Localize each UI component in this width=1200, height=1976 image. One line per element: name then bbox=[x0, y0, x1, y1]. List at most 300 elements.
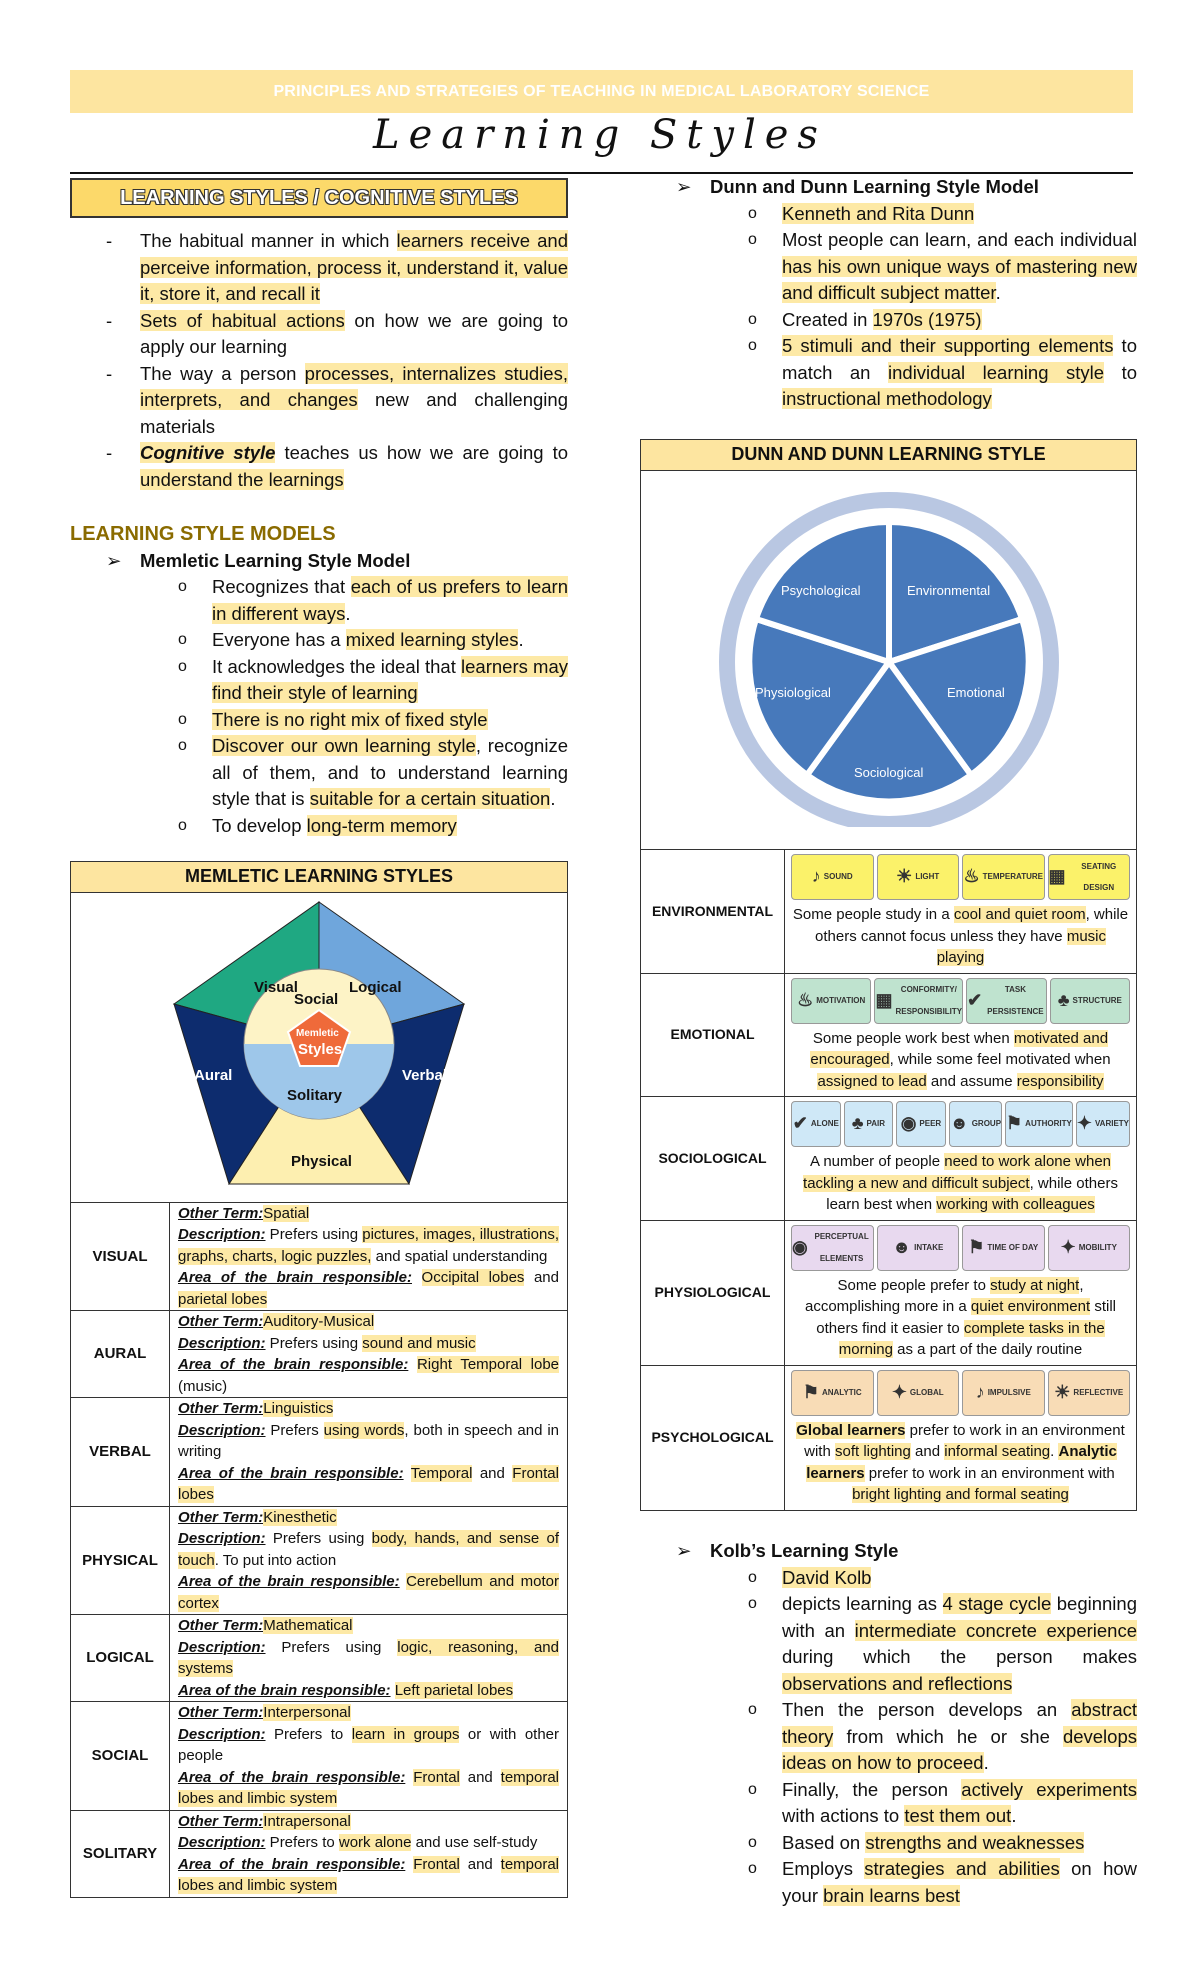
memletic-point-text: To develop bbox=[212, 814, 307, 836]
dunn-point-text: has his own unique ways of mastering new and difficult subject matter bbox=[782, 255, 1137, 303]
cycle-label-sociological: Sociological bbox=[853, 764, 923, 780]
brain-area-value: parietal lobes bbox=[178, 1290, 268, 1308]
description-key: Description: bbox=[178, 1834, 266, 1851]
diagram-center-line2: Styles bbox=[298, 1041, 343, 1058]
element-card bbox=[791, 978, 871, 1024]
element-card bbox=[962, 854, 1045, 900]
dunn-row-text bbox=[791, 1151, 1130, 1216]
description-highlight: pictures, images, illustrations, graphs, charts, logic puzzles, bbox=[178, 1226, 559, 1265]
other-term-key: Other Term: bbox=[178, 1508, 264, 1526]
memletic-row bbox=[71, 1506, 568, 1615]
definition-item bbox=[70, 440, 568, 493]
memletic-point-item bbox=[70, 707, 568, 734]
memletic-point-item bbox=[70, 627, 568, 654]
diagram-label-visual: Visual bbox=[254, 979, 298, 996]
memletic-row bbox=[71, 1311, 568, 1398]
element-card bbox=[1050, 978, 1130, 1024]
memletic-row-label: SOLITARY bbox=[71, 1810, 170, 1897]
brain-area-value: temporal lobes and limbic system bbox=[178, 1768, 560, 1807]
description-highlight: learn in groups bbox=[351, 1725, 460, 1743]
definition-text: Sets of habitual actions bbox=[140, 309, 345, 331]
element-icon-strip bbox=[791, 1370, 1130, 1416]
memletic-point-text: long-term memory bbox=[306, 814, 457, 836]
dunn-point-item bbox=[640, 227, 1137, 307]
dunn-point-text: Created in bbox=[782, 308, 873, 330]
definition-item bbox=[70, 228, 568, 308]
element-icon: ⚑ bbox=[1006, 1113, 1023, 1134]
memletic-point-text: . bbox=[550, 788, 556, 809]
memletic-row bbox=[71, 1810, 568, 1897]
element-label: GLOBAL bbox=[909, 1387, 944, 1397]
dunn-row-content bbox=[785, 973, 1137, 1097]
dunn-row bbox=[641, 1220, 1137, 1365]
element-icon: ✦ bbox=[1060, 1236, 1076, 1257]
element-icon: ⚑ bbox=[802, 1381, 819, 1402]
element-label: SOUND bbox=[823, 872, 853, 882]
dunn-point-text: . bbox=[995, 282, 1001, 303]
memletic-table bbox=[70, 861, 568, 1898]
memletic-diagram-cell bbox=[71, 893, 568, 1203]
memletic-point-text: each of us prefers to learn in different ways bbox=[212, 576, 568, 624]
other-term-key: Other Term: bbox=[178, 1204, 264, 1222]
memletic-row-description bbox=[170, 1810, 568, 1897]
element-icon: ☻ bbox=[892, 1236, 912, 1257]
element-icon: ♣ bbox=[851, 1113, 864, 1134]
element-icon: ▦ bbox=[1048, 866, 1066, 887]
brain-area-key: Area of the brain responsible: bbox=[178, 1681, 391, 1699]
dunn-text-segment: need to work alone when tackling a new and difficult subject bbox=[803, 1153, 1112, 1192]
dunn-text-segment: complete tasks in the morning bbox=[838, 1319, 1105, 1358]
memletic-point-text: suitable for a certain situation bbox=[309, 788, 551, 809]
brain-area-value: Temporal bbox=[410, 1464, 473, 1482]
kolb-point-text: . bbox=[1011, 1805, 1017, 1826]
memletic-row bbox=[71, 1615, 568, 1702]
memletic-point-item bbox=[70, 654, 568, 707]
description-text: Prefers to bbox=[265, 1725, 352, 1743]
description-text: and spatial understanding bbox=[371, 1247, 548, 1265]
element-label: VARIETY bbox=[1094, 1119, 1130, 1129]
element-label: MOBILITY bbox=[1078, 1242, 1117, 1252]
kolb-point-text: develops ideas on how to proceed bbox=[782, 1725, 1137, 1773]
definition-text: understand the learnings bbox=[140, 468, 344, 490]
memletic-point-text: learners may find their style of learning bbox=[212, 655, 568, 703]
kolb-point-text: David Kolb bbox=[782, 1566, 872, 1588]
other-term-key: Other Term: bbox=[178, 1313, 264, 1330]
diagram-label-physical: Physical bbox=[291, 1153, 352, 1170]
description-text: Prefers using bbox=[265, 1334, 363, 1352]
memletic-point-item bbox=[70, 813, 568, 840]
definition-text: teaches us how we are going to bbox=[275, 442, 568, 463]
memletic-row-description bbox=[170, 1398, 568, 1507]
memletic-point-text: . bbox=[345, 602, 351, 624]
memletic-row-label: VERBAL bbox=[71, 1398, 170, 1507]
element-label: LIGHT bbox=[915, 872, 940, 882]
other-term-value: Spatial bbox=[263, 1204, 310, 1222]
dunn-point-text: 5 stimuli and their supporting elements bbox=[782, 335, 1114, 356]
memletic-row-label: AURAL bbox=[71, 1311, 170, 1398]
element-icon: ♣ bbox=[1057, 989, 1070, 1010]
element-icon: ♪ bbox=[811, 866, 821, 887]
brain-area-text: and bbox=[459, 1768, 501, 1786]
dunn-row bbox=[641, 1097, 1137, 1221]
dunn-text-segment: music playing bbox=[936, 927, 1106, 966]
description-key: Description: bbox=[178, 1530, 266, 1547]
dunn-text-segment: Global learners bbox=[796, 1421, 906, 1439]
kolb-point-text: Employs bbox=[782, 1858, 865, 1879]
definition-item bbox=[70, 308, 568, 361]
element-icon: ⚑ bbox=[968, 1236, 985, 1257]
description-text: Prefers bbox=[265, 1421, 324, 1439]
element-card bbox=[877, 1225, 960, 1271]
dunn-point-text: Kenneth and Rita Dunn bbox=[782, 202, 975, 224]
definition-text: Cognitive style bbox=[140, 442, 276, 463]
brain-area-value: Frontal bbox=[413, 1768, 460, 1786]
element-label: STRUCTURE bbox=[1072, 995, 1122, 1005]
right-column bbox=[640, 174, 1137, 413]
dunn-text-segment: , while others cannot focus unless they have bbox=[815, 906, 1129, 945]
spacer bbox=[412, 1269, 422, 1286]
memletic-point-text: , recognize all of them, and to understand learning style that is bbox=[212, 735, 568, 809]
memletic-row-description bbox=[170, 1506, 568, 1615]
element-icon-strip bbox=[791, 854, 1130, 900]
kolb-point-item bbox=[640, 1565, 1137, 1592]
brain-area-key: Area of the brain responsible: bbox=[178, 1768, 406, 1786]
dunn-row bbox=[641, 973, 1137, 1097]
kolb-point-text: strengths and weaknesses bbox=[865, 1831, 1085, 1853]
kolb-point-item bbox=[640, 1697, 1137, 1777]
dunn-text-segment: assigned to lead bbox=[817, 1072, 927, 1090]
dunn-text-segment: Analytic learners bbox=[806, 1443, 1117, 1482]
cycle-label-psychological: Psychological bbox=[780, 582, 860, 598]
element-card bbox=[1076, 1101, 1130, 1147]
dunn-point-item bbox=[640, 333, 1137, 413]
dunn-points bbox=[640, 201, 1137, 413]
other-term-key: Other Term: bbox=[178, 1812, 264, 1830]
diagram-label-solitary: Solitary bbox=[287, 1087, 343, 1104]
element-icon: ☀ bbox=[896, 866, 913, 887]
dunn-text-segment: prefer to work in an environment with bbox=[864, 1464, 1115, 1482]
element-card bbox=[962, 1370, 1045, 1416]
dunn-table-title: DUNN AND DUNN LEARNING STYLE bbox=[641, 440, 1137, 471]
memletic-point-text: Discover our own learning style bbox=[212, 735, 476, 756]
memletic-row bbox=[71, 1702, 568, 1811]
diagram-center-line1: Memletic bbox=[296, 1028, 339, 1039]
definition-text: new and challenging materials bbox=[140, 389, 568, 437]
dunn-text-segment: prefer to work in an environment with bbox=[804, 1421, 1125, 1460]
dunn-text-segment: bright lighting and formal seating bbox=[852, 1486, 1069, 1503]
kolb-point-text: 4 stage cycle bbox=[942, 1593, 1052, 1614]
kolb-point-text: strategies and abilities bbox=[864, 1858, 1060, 1879]
other-term-key: Other Term: bbox=[178, 1704, 264, 1721]
dunn-row bbox=[641, 850, 1137, 974]
memletic-pentagon-diagram bbox=[154, 894, 484, 1194]
brain-area-key: Area of the brain responsible: bbox=[178, 1855, 406, 1873]
memletic-row bbox=[71, 1202, 568, 1311]
description-key: Description: bbox=[178, 1421, 266, 1439]
dunn-text-segment: , accomplishing more in a bbox=[804, 1276, 1084, 1315]
memletic-row-label: VISUAL bbox=[71, 1202, 170, 1311]
dunn-point-text: 1970s (1975) bbox=[872, 308, 982, 330]
element-icon: ✦ bbox=[1076, 1113, 1092, 1134]
kolb-point-item bbox=[640, 1777, 1137, 1830]
element-card bbox=[791, 854, 874, 900]
models-heading: LEARNING STYLE MODELS bbox=[70, 523, 336, 545]
dunn-row-content bbox=[785, 1220, 1137, 1365]
description-text: Prefers to bbox=[265, 1834, 339, 1851]
kolb-point-text: test them out bbox=[904, 1805, 1012, 1826]
definition-list bbox=[70, 228, 568, 493]
element-icon: ✔ bbox=[792, 1113, 808, 1134]
dunn-table bbox=[640, 439, 1137, 1511]
dunn-row-label: ENVIRONMENTAL bbox=[641, 850, 785, 974]
dunn-text-segment: , while others learn best when bbox=[826, 1174, 1118, 1213]
memletic-point-text: . bbox=[518, 629, 524, 650]
dunn-row-text bbox=[791, 1028, 1130, 1093]
brain-area-key: Area of the brain responsible: bbox=[178, 1573, 400, 1590]
description-highlight: using words bbox=[323, 1421, 405, 1439]
dunn-row-text bbox=[791, 1275, 1130, 1361]
description-text: . To put into action bbox=[214, 1551, 337, 1569]
spacer bbox=[408, 1356, 417, 1373]
description-key: Description: bbox=[178, 1334, 266, 1352]
course-banner: PRINCIPLES AND STRATEGIES OF TEACHING IN MEDICAL LABORATORY SCIENCE bbox=[70, 70, 1133, 113]
element-label: TASK PERSISTENCE bbox=[987, 985, 1044, 1016]
kolb-point-text: actively experiments bbox=[961, 1778, 1137, 1800]
definition-text: The habitual manner in which bbox=[140, 230, 397, 251]
element-icon: ☻ bbox=[949, 1113, 969, 1134]
memletic-row bbox=[71, 1398, 568, 1507]
other-term-value: Intrapersonal bbox=[263, 1812, 351, 1830]
kolb-point-item bbox=[640, 1856, 1137, 1909]
memletic-point-text: mixed learning styles bbox=[345, 629, 519, 650]
brain-area-text: and bbox=[459, 1855, 501, 1873]
dunn-text-segment: Some people prefer to bbox=[837, 1276, 991, 1294]
diagram-label-verbal: Verbal bbox=[402, 1067, 448, 1084]
dunn-text-segment: Some people work best when bbox=[812, 1029, 1014, 1047]
memletic-point-text: There is no right mix of fixed style bbox=[212, 708, 488, 730]
dunn-text-segment: A number of people bbox=[809, 1153, 945, 1170]
diagram-label-social: Social bbox=[294, 991, 339, 1008]
description-highlight: logic, reasoning, and systems bbox=[178, 1638, 559, 1677]
dunn-text-segment: . bbox=[1050, 1443, 1059, 1460]
dunn-row-label: EMOTIONAL bbox=[641, 973, 785, 1097]
description-highlight: work alone bbox=[338, 1834, 412, 1851]
element-card bbox=[877, 854, 960, 900]
brain-area-key: Area of the brain responsible: bbox=[178, 1464, 404, 1482]
dunn-text-segment: , while some feel motivated when bbox=[889, 1051, 1111, 1068]
kolb-heading: ➢ Kolb’s Learning Style bbox=[640, 1538, 1137, 1565]
other-term-value: Kinesthetic bbox=[263, 1508, 337, 1526]
memletic-table-title: MEMLETIC LEARNING STYLES bbox=[71, 862, 568, 893]
element-label: SEATING DESIGN bbox=[1081, 861, 1117, 892]
brain-area-value: Frontal lobes bbox=[178, 1464, 559, 1503]
brain-area-value: temporal lobes and limbic system bbox=[178, 1855, 560, 1894]
cycle-label-physiological: Physiological bbox=[754, 684, 831, 700]
element-label: PERCEPTUAL ELEMENTS bbox=[814, 1232, 869, 1263]
memletic-row-label: SOCIAL bbox=[71, 1702, 170, 1811]
dunn-point-item bbox=[640, 307, 1137, 334]
description-text: Prefers using bbox=[265, 1638, 398, 1656]
element-card bbox=[791, 1101, 841, 1147]
other-term-key: Other Term: bbox=[178, 1400, 264, 1417]
dunn-text-segment: responsibility bbox=[1016, 1072, 1104, 1090]
kolb-point-text: Then the person develops an bbox=[782, 1699, 1072, 1720]
brain-area-text: (music) bbox=[178, 1377, 228, 1395]
brain-area-value: Occipital lobes bbox=[421, 1269, 525, 1286]
brain-area-value: Left parietal lobes bbox=[394, 1681, 514, 1699]
element-label: TEMPERATURE bbox=[982, 872, 1043, 882]
description-key: Description: bbox=[178, 1638, 266, 1656]
dunn-row bbox=[641, 1365, 1137, 1510]
element-icon: ◉ bbox=[792, 1236, 808, 1257]
element-label: PAIR bbox=[866, 1119, 886, 1129]
other-term-value: Interpersonal bbox=[263, 1704, 351, 1721]
kolb-point-text: on how your bbox=[782, 1858, 1138, 1906]
dunn-point-text: Most people can learn, and each individual bbox=[782, 229, 1137, 250]
dunn-point-text: to match an bbox=[782, 335, 1137, 383]
element-icon: ▦ bbox=[875, 989, 893, 1010]
memletic-row-description bbox=[170, 1202, 568, 1311]
element-icon: ✔ bbox=[967, 989, 983, 1010]
element-icon-strip bbox=[791, 978, 1130, 1024]
element-card bbox=[1048, 1370, 1131, 1416]
element-label: REFLECTIVE bbox=[1073, 1387, 1124, 1397]
element-icon: ◉ bbox=[900, 1113, 917, 1134]
dunn-text-segment: as a part of the daily routine bbox=[892, 1341, 1083, 1358]
memletic-point-item bbox=[70, 733, 568, 813]
left-column bbox=[70, 178, 568, 839]
dunn-text-segment: Some people study in a bbox=[792, 906, 954, 923]
element-label: TIME OF DAY bbox=[987, 1242, 1039, 1252]
definition-text: on how we are going to apply our learning bbox=[140, 309, 568, 357]
kolb-point-text: with actions to bbox=[782, 1805, 905, 1826]
description-text: , both in speech and in writing bbox=[178, 1421, 559, 1460]
kolb-point-text: beginning with an bbox=[782, 1593, 1137, 1641]
element-icon: ♨ bbox=[797, 989, 814, 1010]
dunn-text-segment: informal seating bbox=[944, 1443, 1051, 1460]
brain-area-text: and bbox=[472, 1464, 513, 1482]
description-highlight: body, hands, and sense of touch bbox=[178, 1530, 559, 1569]
kolb-point-text: . bbox=[983, 1752, 989, 1773]
dunn-text-segment: soft lighting bbox=[834, 1443, 911, 1460]
element-card bbox=[877, 1370, 960, 1416]
brain-area-value: Cerebellum and motor cortex bbox=[178, 1573, 560, 1612]
diagram-label-logical: Logical bbox=[349, 979, 402, 996]
kolb-point-text: brain learns best bbox=[823, 1884, 960, 1906]
description-text: and use self-study bbox=[411, 1834, 538, 1851]
memletic-row-description bbox=[170, 1615, 568, 1702]
brain-area-value: Right Temporal lobe bbox=[416, 1356, 559, 1373]
dunn-text-segment: and bbox=[910, 1443, 945, 1460]
dunn-text-segment: study at night bbox=[990, 1276, 1080, 1294]
element-card bbox=[949, 1101, 1002, 1147]
memletic-point-text: Everyone has a bbox=[212, 629, 346, 650]
element-icon: ☀ bbox=[1054, 1381, 1071, 1402]
element-card bbox=[1005, 1101, 1073, 1147]
element-card bbox=[962, 1225, 1045, 1271]
description-highlight: sound and music bbox=[362, 1334, 476, 1352]
memletic-heading: ➢ Memletic Learning Style Model bbox=[70, 548, 568, 575]
dunn-row-content bbox=[785, 1365, 1137, 1510]
memletic-row-description bbox=[170, 1702, 568, 1811]
element-card bbox=[874, 978, 963, 1024]
dunn-diagram-cell bbox=[641, 471, 1137, 850]
description-text: Prefers using bbox=[265, 1530, 372, 1547]
dunn-text-segment: motivated and encouraged bbox=[810, 1029, 1109, 1068]
page-title: Learning Styles bbox=[373, 112, 827, 158]
dunn-cycle-diagram bbox=[709, 487, 1069, 827]
memletic-row-label: PHYSICAL bbox=[71, 1506, 170, 1615]
element-card bbox=[791, 1370, 874, 1416]
dunn-text-segment: still others find it easier to bbox=[816, 1298, 1116, 1337]
element-card bbox=[1048, 1225, 1131, 1271]
kolb-point-text: observations and reflections bbox=[782, 1672, 1013, 1694]
element-label: ANALYTIC bbox=[821, 1387, 862, 1397]
element-card bbox=[844, 1101, 894, 1147]
dunn-text-segment: cool and quiet room bbox=[953, 906, 1086, 923]
brain-area-key: Area of the brain responsible: bbox=[178, 1269, 412, 1286]
dunn-row-label: SOCIOLOGICAL bbox=[641, 1097, 785, 1221]
element-icon-strip bbox=[791, 1101, 1130, 1147]
cycle-label-environmental: Environmental bbox=[906, 582, 990, 598]
dunn-text-segment: working with colleagues bbox=[936, 1196, 1095, 1213]
brain-area-text: and bbox=[524, 1269, 559, 1286]
diagram-label-aural: Aural bbox=[194, 1067, 233, 1084]
kolb-point-text: depicts learning as bbox=[782, 1593, 943, 1614]
element-label: IMPULSIVE bbox=[987, 1387, 1031, 1397]
brain-area-value: Frontal bbox=[413, 1855, 460, 1873]
element-label: GROUP bbox=[971, 1119, 1002, 1129]
element-label: AUTHORITY bbox=[1025, 1119, 1072, 1129]
memletic-point-text: It acknowledges the ideal that bbox=[212, 655, 462, 677]
brain-area-key: Area of the brain responsible: bbox=[178, 1356, 409, 1373]
dunn-row-label: PHYSIOLOGICAL bbox=[641, 1220, 785, 1365]
dunn-text-segment: and assume bbox=[926, 1072, 1017, 1090]
memletic-row-label: LOGICAL bbox=[71, 1615, 170, 1702]
element-icon-strip bbox=[791, 1225, 1130, 1271]
dunn-row-content bbox=[785, 850, 1137, 974]
memletic-point-item bbox=[70, 574, 568, 627]
element-card bbox=[966, 978, 1046, 1024]
dunn-text-segment: quiet environment bbox=[970, 1298, 1091, 1315]
other-term-key: Other Term: bbox=[178, 1617, 264, 1634]
element-icon: ♪ bbox=[975, 1381, 985, 1402]
cycle-label-emotional: Emotional bbox=[946, 684, 1005, 700]
other-term-value: Mathematical bbox=[263, 1617, 353, 1634]
dunn-heading: ➢ Dunn and Dunn Learning Style Model bbox=[640, 174, 1137, 201]
element-card bbox=[1048, 854, 1131, 900]
kolb-point-text: Based on bbox=[782, 1831, 866, 1853]
dunn-point-text: instructional methodology bbox=[782, 388, 992, 409]
element-label: MOTIVATION bbox=[816, 995, 866, 1005]
spacer bbox=[404, 1465, 411, 1482]
kolb-point-text: Finally, the person bbox=[782, 1778, 962, 1800]
definition-text: learners receive and perceive information, process it, understand it, value it, store it, and recall it bbox=[140, 230, 568, 304]
kolb-point-text: intermediate concrete experience bbox=[854, 1619, 1137, 1641]
dunn-point-text: to bbox=[1104, 361, 1137, 383]
kolb-section bbox=[640, 1538, 1137, 1909]
dunn-row-label: PSYCHOLOGICAL bbox=[641, 1365, 785, 1510]
element-card bbox=[896, 1101, 946, 1147]
kolb-point-text: during which the person makes bbox=[782, 1646, 1137, 1667]
kolb-point-text: abstract theory bbox=[782, 1699, 1137, 1747]
dunn-row-content bbox=[785, 1097, 1137, 1221]
element-icon: ♨ bbox=[963, 866, 980, 887]
section-heading-learning-styles: LEARNING STYLES / COGNITIVE STYLES bbox=[70, 178, 568, 218]
memletic-point-text: Recognizes that bbox=[212, 576, 351, 597]
memletic-points bbox=[70, 574, 568, 839]
kolb-point-text: from which he or she bbox=[833, 1725, 1063, 1747]
